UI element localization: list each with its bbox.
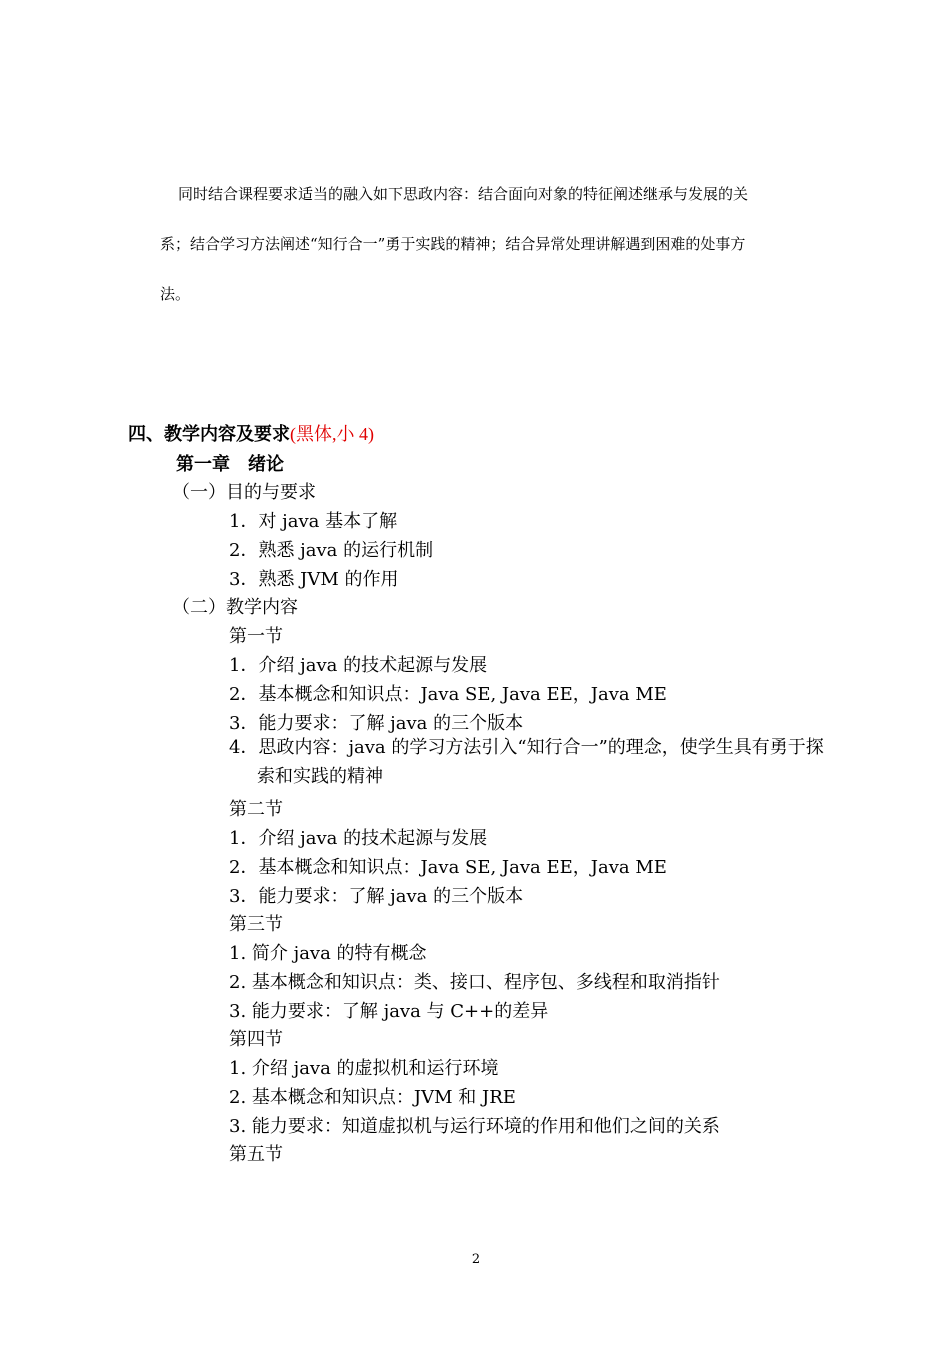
goal-item: 1．对 java 基本了解 (229, 511, 398, 532)
section-heading (128, 420, 374, 446)
page-number: 2 (471, 1252, 481, 1267)
goal-item: 3．熟悉 JVM 的作用 (229, 569, 399, 590)
content-item: 3. 能力要求：了解 java 与 C++的差异 (229, 1001, 549, 1022)
section-name: 第二节 (229, 799, 283, 820)
section-name: 第四节 (229, 1029, 283, 1050)
content-item: 2. 基本概念和知识点：类、接口、程序包、多线程和取消指针 (229, 972, 720, 993)
section-name: 第一节 (229, 626, 283, 647)
goal-item: 2．熟悉 java 的运行机制 (229, 540, 434, 561)
section-name: 第五节 (229, 1144, 283, 1165)
section-name: 第三节 (229, 914, 283, 935)
content-item: 1．介绍 java 的技术起源与发展 (229, 655, 488, 676)
chapter-title: 第一章 绪论 (176, 454, 284, 475)
content-item: 2．基本概念和知识点：Java SE, Java EE，Java ME (229, 684, 667, 705)
goals-heading: （一）目的与要求 (172, 482, 316, 503)
intro-line-2: 系；结合学习方法阐述“知行合一”勇于实践的精神；结合异常处理讲解遇到困难的处事方 (160, 235, 746, 253)
content-item-text: 4．思政内容：java 的学习方法引入“知行合一”的理念，使学生具有勇于探索和实践的精神 (229, 737, 824, 787)
content-item: 1．介绍 java 的技术起源与发展 (229, 828, 488, 849)
content-item: 1. 简介 java 的特有概念 (229, 943, 427, 964)
intro-line-3: 法。 (160, 285, 191, 303)
content-item-wrapped (229, 733, 839, 791)
content-heading: （二）教学内容 (172, 597, 298, 618)
content-item: 3．能力要求：了解 java 的三个版本 (229, 713, 524, 734)
content-item: 2．基本概念和知识点：Java SE, Java EE，Java ME (229, 857, 667, 878)
content-item: 3．能力要求：了解 java 的三个版本 (229, 886, 524, 907)
content-item: 3. 能力要求：知道虚拟机与运行环境的作用和他们之间的关系 (229, 1116, 720, 1137)
intro-line-1: 同时结合课程要求适当的融入如下思政内容：结合面向对象的特征阐述继承与发展的关 (178, 185, 749, 203)
content-item: 2. 基本概念和知识点：JVM 和 JRE (229, 1087, 516, 1108)
format-note: (黑体,小 4) (290, 424, 374, 444)
content-item: 1. 介绍 java 的虚拟机和运行环境 (229, 1058, 499, 1079)
section-title: 四、教学内容及要求 (128, 424, 290, 445)
